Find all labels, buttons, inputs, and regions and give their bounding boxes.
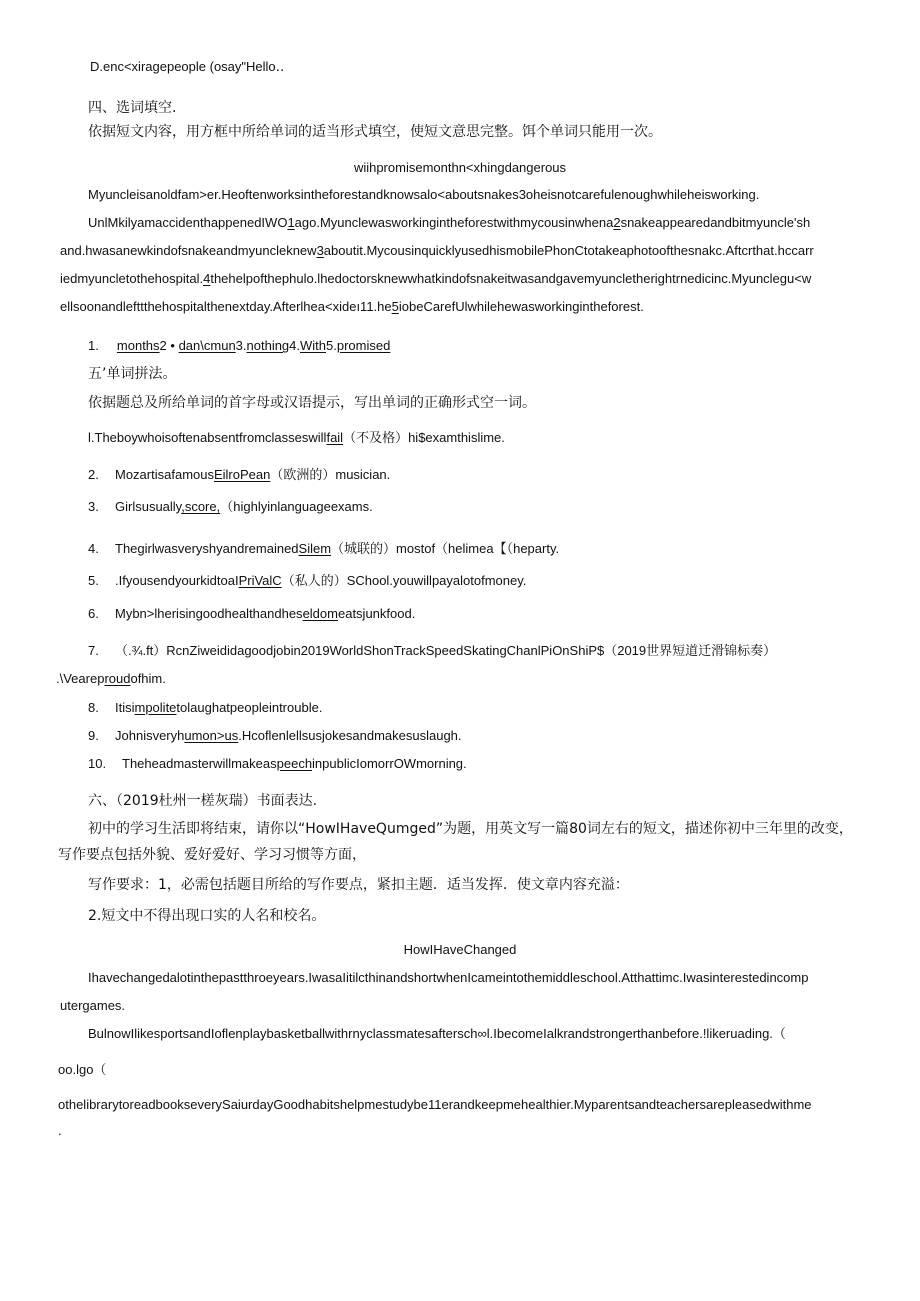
passage-text: and.hwasanewkindofsnakeandmyuncleknew bbox=[60, 243, 317, 258]
item-text: inpublicIomorrOWmorning. bbox=[312, 756, 467, 771]
item-answer: PriValC bbox=[238, 573, 282, 588]
section-4-instruction: 依据短文内容，用方框中所给单词的适当形式填空，使短文意思完整。饵个单词只能用一次。 bbox=[88, 124, 662, 140]
item-answer: ,score, bbox=[181, 499, 221, 514]
section-6-prompt-2: 写作要点包括外貌、爱好爱好、学习习惯等方面， bbox=[58, 847, 366, 863]
passage-text: aboutit.MycousinquicklyusedhismobilePhonCtotakeaphotoofthesnakc.Aftcrthat.hccarr bbox=[323, 243, 814, 258]
item-answer: umon>us bbox=[184, 728, 239, 743]
essay-line-2: utergames. bbox=[60, 998, 126, 1013]
blank-4: 4 bbox=[203, 271, 211, 286]
item-text: eatsjunkfood. bbox=[337, 606, 416, 621]
essay-line-1: Ihavechangedalotinthepastthroeyears.IwasaIitilcthinandshortwhenIcameintothemiddleschool.Atthattimc.Iwasinterestedincomp bbox=[88, 970, 809, 985]
spelling-item-1 bbox=[88, 429, 505, 447]
passage-line-5 bbox=[60, 298, 644, 316]
item-text: l.Theboywhoisoftenabsentfromclasseswill bbox=[88, 430, 327, 445]
item-number: 4. bbox=[88, 541, 99, 556]
passage-text: iedmyuncletothehospital. bbox=[60, 271, 204, 286]
answer-key bbox=[88, 337, 390, 355]
item-text: （highlyinlanguageexams. bbox=[220, 499, 373, 514]
item-answer: mpolite bbox=[134, 700, 177, 715]
item-text: .IfyousendyourkidtoaI bbox=[115, 573, 239, 588]
item-text: （欧洲的）musician. bbox=[270, 467, 391, 482]
item-text: .Hcoflenlellsusjokesandmakesuslaugh. bbox=[238, 728, 462, 743]
item-number: 6. bbox=[88, 606, 99, 621]
blank-2: 2 bbox=[613, 215, 621, 230]
item-text: Thegirlwasveryshyandremained bbox=[115, 541, 299, 556]
item-text: Mozartisafamous bbox=[115, 467, 214, 482]
item-number: 5. bbox=[88, 573, 99, 588]
item-number: 10. bbox=[88, 756, 107, 771]
answer-number: 3. bbox=[235, 338, 247, 353]
item-text: .\Vearep bbox=[56, 671, 105, 686]
previous-option-d: D.enc<xiragepeople (osay"Hello‥ bbox=[90, 59, 285, 74]
item-text: Itisi bbox=[115, 700, 135, 715]
item-answer: roud bbox=[104, 671, 131, 686]
item-text: （不及格）hi$examthislime. bbox=[343, 430, 505, 445]
answer-number: 1. bbox=[88, 338, 99, 353]
item-answer: eldom bbox=[302, 606, 338, 621]
spelling-item-2 bbox=[88, 466, 390, 484]
spelling-item-7 bbox=[88, 642, 776, 660]
answer-3: nothing bbox=[246, 338, 290, 353]
word-box: wiihpromisemonthn<xhingdangerous bbox=[353, 160, 567, 175]
writing-requirement-2: 2.短文中不得出现口实的人名和校名。 bbox=[88, 908, 326, 924]
item-answer: EilroPean bbox=[213, 467, 271, 482]
spelling-item-4 bbox=[88, 540, 559, 558]
item-number: 7. bbox=[88, 643, 99, 658]
spelling-item-6 bbox=[88, 605, 415, 623]
spelling-item-9 bbox=[88, 727, 462, 745]
answer-number: 5. bbox=[326, 338, 337, 353]
blank-5: 5 bbox=[391, 299, 399, 314]
item-text: ofhim. bbox=[130, 671, 166, 686]
passage-text: ago.Myunclewasworkingintheforestwithmycousinwhena bbox=[294, 215, 614, 230]
item-text: Theheadmasterwillmakeas bbox=[122, 756, 277, 771]
passage-line-2 bbox=[88, 214, 810, 232]
blank-3: 3 bbox=[316, 243, 324, 258]
passage-text: ellsoonandlefttthehospitalthenextday.Afterlhea<xideı11.he bbox=[60, 299, 392, 314]
spelling-item-3 bbox=[88, 498, 373, 516]
item-number: 3. bbox=[88, 499, 99, 514]
item-text: Mybn>lherisingoodhealthandhes bbox=[115, 606, 303, 621]
section-6-prompt-1: 初中的学习生活即将结束，请你以“HowIHaveQumged”为题，用英文写一篇80词左右的短文，描述你初中三年里的改变， bbox=[88, 821, 853, 837]
passage-line-1: Myuncleisanoldfam>er.Heoftenworksintheforestandknowsalo<aboutsnakes3oheisnotcarefulenoughwhileheisworking. bbox=[88, 187, 760, 202]
item-text: （城联的）mostof（helimea【（heparty. bbox=[331, 541, 560, 556]
section-5-heading: 五’单词拼法。 bbox=[88, 366, 177, 382]
blank-1: 1 bbox=[287, 215, 295, 230]
item-text: （.¾.ft）RcnZiweididagoodjobin2019WorldShonTrackSpeedSkatingChanlPiOnShiP$（2019世界短道迁滑锦标奏） bbox=[115, 643, 777, 658]
passage-text: thehelpofthephulo.lhedoctorsknewwhatkindofsnakeitwasandgavemyuncletherightrnedicinc.Myunclegu<w bbox=[210, 271, 812, 286]
item-answer: fail bbox=[326, 430, 344, 445]
answer-1: months bbox=[116, 338, 160, 353]
spelling-item-10 bbox=[88, 755, 467, 773]
passage-text: UnlMkilyamaccidenthappenedIWO bbox=[88, 215, 288, 230]
passage-text: iobeCarefUlwhilehewasworkingintheforest. bbox=[398, 299, 644, 314]
essay-title: HowIHaveChanged bbox=[403, 942, 517, 957]
spelling-item-7-cont bbox=[56, 670, 166, 688]
answer-number: 2 • bbox=[159, 338, 175, 353]
section-5-instruction: 依据题总及所给单词的首字母或汉语提示，写出单词的正确形式空一词。 bbox=[88, 395, 536, 411]
item-text: tolaughatpeopleintrouble. bbox=[176, 700, 323, 715]
item-answer: Silem bbox=[298, 541, 332, 556]
section-6-heading: 六、（2019杜州一槎灰瑞）书面表达. bbox=[88, 793, 318, 809]
essay-line-3: BulnowIlikesportsandIoflenplaybasketballwithrnyclassmatesaftersch∞l.IbecomeIalkrandstrongerthanbefore.!likeruading.（ bbox=[88, 1026, 786, 1041]
passage-line-4 bbox=[60, 270, 811, 288]
answer-5: promised bbox=[336, 338, 391, 353]
item-answer: peech bbox=[276, 756, 313, 771]
section-4-heading: 四、选词填空. bbox=[88, 100, 177, 116]
answer-2: dan\cmun bbox=[178, 338, 236, 353]
essay-line-6: . bbox=[58, 1123, 62, 1138]
item-number: 9. bbox=[88, 728, 99, 743]
item-text: （私人的）SChool.youwillpayalotofmoney. bbox=[281, 573, 527, 588]
answer-number: 4. bbox=[289, 338, 301, 353]
essay-line-4: oo.lgo（ bbox=[58, 1062, 107, 1077]
item-number: 2. bbox=[88, 467, 99, 482]
writing-requirement-1: 写作要求：1，必需包括题目所给的写作要点，紧扣主题．适当发挥．使文章内容充溢： bbox=[88, 877, 629, 893]
essay-line-5: othelibrarytoreadbookseverySaiurdayGoodhabitshelpmestudybe11erandkeepmehealthier.Myparentsandteachersarepleasedwithme bbox=[58, 1097, 812, 1112]
spelling-item-5 bbox=[88, 572, 526, 590]
item-number: 8. bbox=[88, 700, 99, 715]
spelling-item-8 bbox=[88, 699, 322, 717]
item-text: Girlsusually bbox=[115, 499, 182, 514]
passage-text: snakeappearedandbitmyuncle'sh bbox=[620, 215, 811, 230]
item-text: Johnisveryh bbox=[115, 728, 185, 743]
answer-4: With bbox=[300, 338, 327, 353]
passage-line-3 bbox=[60, 242, 814, 260]
